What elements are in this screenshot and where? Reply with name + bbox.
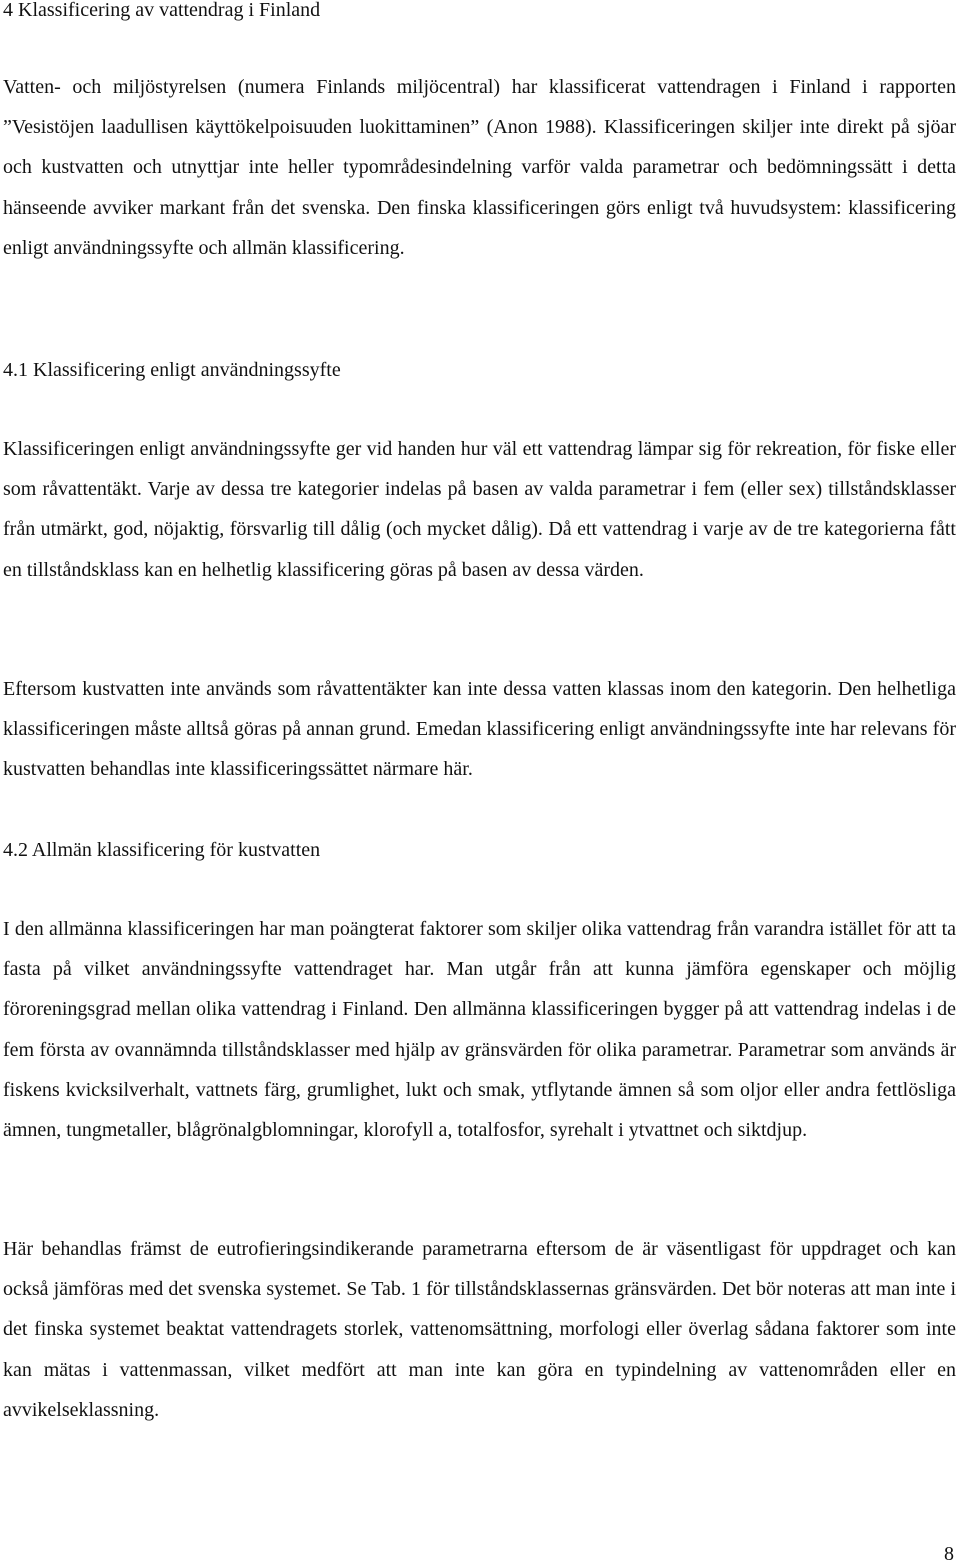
subsection-heading-4-2: 4.2 Allmän klassificering för kustvatten <box>3 839 321 861</box>
intro-paragraph: Vatten- och miljöstyrelsen (numera Finlands miljöcentral) har klassificerat vattendragen i Finland i rapporten ”Vesistöjen laadullisen käyttökelpoisuuden luokittaminen” (Anon 1988). Klassificeringen skiljer inte direkt på sjöar och kustvatten och utnyttjar inte heller typområdesindelning varför valda parametrar och bedömningssätt i detta hänseende avviker markant från det svenska. Den finska klassificeringen görs enligt två huvudsystem: klassificering enligt användningssyfte och allmän klassificering. <box>3 76 956 259</box>
paragraph-eutrophication-parameters: Här behandlas främst de eutrofieringsindikerande parametrarna eftersom de är väsentligast för uppdraget och kan också jämföras med det svenska systemet. Se Tab. 1 för tillståndsklassernas gränsvärden. Det bör noteras att man inte i det finska systemet beaktat vattendragets storlek, vattenomsättning, morfologi eller överlag sådana faktorer som inte kan mätas i vattenmassan, vilket medfört att man inte kan göra en typindelning av vattenområden eller en avvikelseklassning. <box>3 1238 956 1421</box>
paragraph-general-classification: I den allmänna klassificeringen har man poängterat faktorer som skiljer olika vattendrag från varandra istället för att ta fasta på vilket användningssyfte vattendraget har. Man utgår från att kunna jämföra egenskaper och möjlig föroreningsgrad mellan olika vattendrag i Finland. Den allmänna klassificeringen bygger på att vattendrag indelas i de fem första av ovannämnda tillståndsklasser med hjälp av gränsvärden för olika parametrar. Parametrar som används är fiskens kvicksilverhalt, vattnets färg, grumlighet, lukt och smak, ytflytande ämnen så som oljor eller andra fettlösliga ämnen, tungmetaller, blågrönalgblomningar, klorofyll a, totalfosfor, syrehalt i ytvattnet och siktdjup. <box>3 918 956 1142</box>
paragraph-usage-classification: Klassificeringen enligt användningssyfte ger vid handen hur väl ett vattendrag lämpar sig för rekreation, för fiske eller som råvattentäkt. Varje av dessa tre kategorier indelas på basen av valda parametrar i fem (eller sex) tillståndsklasser från utmärkt, god, nöjaktig, försvarlig till dålig (och mycket dålig). Då ett vattendrag i varje av de tre kategorierna fått en tillståndsklass kan en helhetlig klassificering göras på basen av dessa värden. <box>3 438 956 581</box>
paragraph-coastal-water-note: Eftersom kustvatten inte används som råvattentäkter kan inte dessa vatten klassas inom den kategorin. Den helhetliga klassificeringen måste alltså göras på annan grund. Emedan klassificering enligt användningssyfte inte har relevans för kustvatten behandlas inte klassificeringssättet närmare här. <box>3 678 956 781</box>
page-number: 8 <box>944 1543 954 1565</box>
subsection-heading-4-1: 4.1 Klassificering enligt användningssyfte <box>3 359 341 381</box>
section-heading: 4 Klassificering av vattendrag i Finland <box>3 0 321 21</box>
